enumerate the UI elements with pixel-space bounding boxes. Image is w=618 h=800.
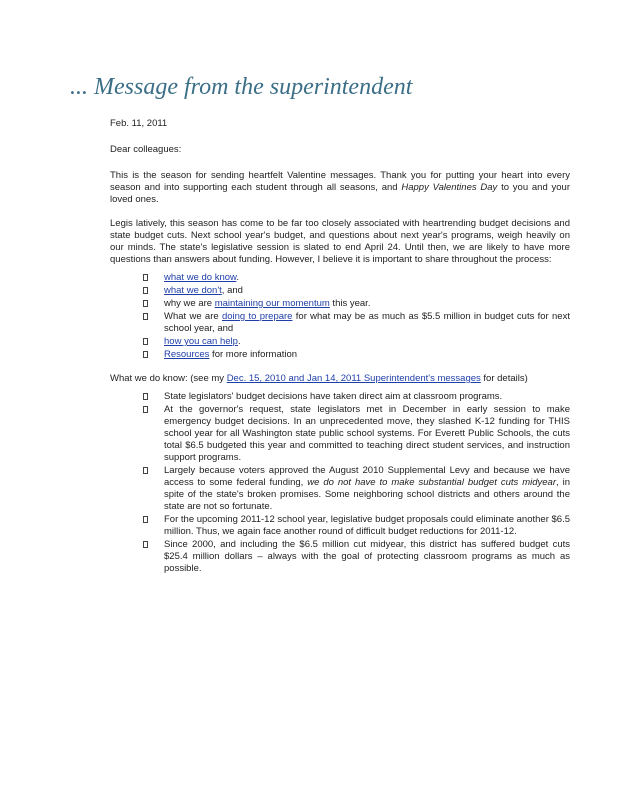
list-item-text: At the governor's request, state legislators met in December in early session to make emergency budget decisions. In an unprecedented move, they slashed K-12 funding for THIS school year for all Washington state public school systems. For Everett Public Schools, the cuts total $6.5 budgeted this year and committed to teaching direct student services, and instruction support programs. [164, 404, 570, 463]
list-item-text: . [236, 272, 239, 283]
list-item-text: Since 2000, and including the $6.5 million cut midyear, this district has suffered budget cuts $25.4 million dollars – always with the goal of protecting classroom programs as much as possible. [164, 539, 570, 574]
list-item [143, 272, 570, 284]
bullet-icon [143, 338, 148, 345]
how-you-can-help-link[interactable]: how you can help [164, 336, 238, 347]
list-item [143, 404, 570, 464]
list-item [143, 285, 570, 297]
bullet-icon [143, 406, 148, 413]
what-we-dont-link[interactable]: what we don't [164, 285, 222, 296]
what-we-do-know-link[interactable]: what we do know [164, 272, 237, 283]
bullet-icon [143, 287, 148, 294]
bullet-icon [143, 313, 148, 320]
list-item [143, 465, 570, 513]
list-item [143, 336, 570, 348]
list-item-text: this year. [329, 298, 371, 309]
bullet-icon [143, 274, 148, 281]
bullet-icon [143, 393, 148, 400]
maintaining-momentum-link[interactable]: maintaining our momentum [214, 298, 330, 309]
bullet-icon [143, 300, 148, 307]
list-item-text: for what may be as much as $5.5 million in budget cuts for next school year, and [164, 311, 570, 334]
what-we-know-lead [110, 373, 570, 385]
lead-text-end: for details) [480, 373, 528, 384]
list-item [143, 391, 570, 403]
list-item-text: State legislators' budget decisions have taken direct aim at classroom programs. [164, 391, 503, 402]
list-item-text: . [237, 336, 241, 347]
letter-greeting: Dear colleagues: [110, 144, 182, 155]
list-item-text: why we are [164, 298, 215, 309]
doing-to-prepare-link[interactable]: doing to prepare [221, 311, 293, 322]
list-item [143, 298, 570, 310]
list-item-text: Largely because voters approved the August 2010 Supplemental Levy and because we have access to some federal funding, [164, 465, 570, 488]
lead-text: What we do know: (see my [110, 373, 227, 384]
list-item-text: , and [221, 285, 243, 296]
list-item [143, 311, 570, 335]
bullet-icon [143, 541, 148, 548]
bullet-icon [143, 467, 148, 474]
list-item-text: , in spite of the state's broken promises. Some neighboring school districts and others around the state are not so fortunate. [164, 477, 570, 512]
list-item [143, 539, 570, 575]
legislative-paragraph: Legis latively, this season has come to be far too closely associated with heartrending budget decisions and state budget cuts. Next school year's budget, and questions about next year's programs, weigh heavily on our minds. The state's legislative session is slated to end April 24. Until then, we are likely to have more questions than answers about funding. However, I believe it is important to share throughout the process: [110, 218, 570, 265]
happy-valentines-text: Happy Valentines Day [401, 182, 498, 193]
bullet-icon [143, 351, 148, 358]
list-item-text: For the upcoming 2011-12 school year, legislative budget proposals could eliminate another $6.5 million. Thus, we again face another round of difficult budget reductions for 2011-12. [164, 514, 570, 537]
list-item-text: What we are [164, 311, 222, 322]
intro-paragraph [110, 170, 570, 206]
topics-list [110, 272, 570, 361]
what-we-know-list [110, 391, 570, 575]
list-item-text: for more information [209, 349, 298, 360]
emphasis-text: we do not have to make substantial budget cuts midyear [307, 477, 557, 488]
bullet-icon [143, 516, 148, 523]
resources-link[interactable]: Resources [164, 349, 210, 360]
letter-body [110, 118, 570, 587]
intro-text: This is the season for sending heartfelt Valentine messages. Thank you for putting your heart into every season and into supporting each student through all seasons, and [110, 170, 570, 193]
superintendent-messages-link[interactable]: Dec. 15, 2010 and Jan 14, 2011 Superintendent's messages [226, 373, 481, 384]
list-item [143, 349, 570, 361]
list-item [143, 514, 570, 538]
letter-date: Feb. 11, 2011 [110, 118, 168, 129]
intro-text-end: to you and your loved ones. [110, 182, 570, 205]
page-title: ... Message from the superintendent [70, 74, 413, 100]
